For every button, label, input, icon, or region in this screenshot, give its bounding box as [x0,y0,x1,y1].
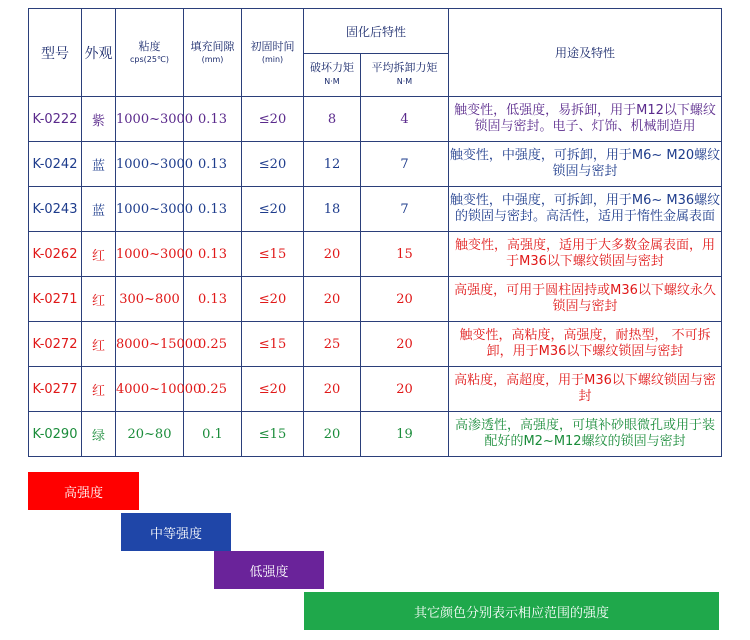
cell-model: K-0271 [29,277,82,322]
cell-model: K-0243 [29,187,82,232]
cell-model: K-0242 [29,142,82,187]
legend-low-strength: 低强度 [214,551,324,589]
cell-viscosity: 1000~3000 [116,97,184,142]
header-prevail-unit: N·M [396,77,413,86]
cell-appearance: 红 [82,322,116,367]
cell-gap: 0.25 [184,322,242,367]
cell-prevail-torque: 4 [361,97,449,142]
cell-usage: 触变性，高粘度，高强度，耐热型， 不可拆卸，用于M36以下螺纹锁固与密封 [449,322,722,367]
cell-appearance: 红 [82,367,116,412]
table-row [29,322,722,367]
cell-prevail-torque: 7 [361,142,449,187]
cell-breakaway-torque: 20 [304,232,361,277]
header-viscosity-label: 粘度 [138,40,161,53]
cell-model: K-0262 [29,232,82,277]
table-row [29,412,722,457]
cell-initial-cure: ≤20 [242,367,304,412]
legend-high-strength: 高强度 [28,472,139,510]
header-cured-properties: 固化后特性 [304,9,449,54]
cell-prevail-torque: 19 [361,412,449,457]
cell-usage: 触变性，中强度，可拆卸，用于M6~ M36螺纹的锁固与密封。高活性，适用于惰性金属表面 [449,187,722,232]
cell-breakaway-torque: 20 [304,367,361,412]
header-breakaway-unit: N·M [324,77,340,86]
cell-gap: 0.13 [184,277,242,322]
header-gap-unit: (mm) [201,55,224,64]
cell-viscosity: 8000~15000 [116,322,184,367]
cell-usage: 触变性，高强度，适用于大多数金属表面，用于M36以下螺纹锁固与密封 [449,232,722,277]
cell-prevail-torque: 20 [361,277,449,322]
cell-breakaway-torque: 12 [304,142,361,187]
cell-initial-cure: ≤15 [242,412,304,457]
cell-initial-cure: ≤20 [242,142,304,187]
cell-initial-cure: ≤20 [242,97,304,142]
cell-gap: 0.13 [184,97,242,142]
table-row [29,142,722,187]
header-viscosity-unit: cps(25℃) [129,55,170,64]
header-viscosity [116,9,184,97]
cell-gap: 0.13 [184,142,242,187]
cell-appearance: 红 [82,277,116,322]
table-row [29,277,722,322]
cell-usage: 触变性，低强度，易拆卸，用于M12以下螺纹锁固与密封。电子、灯饰、机械制造用 [449,97,722,142]
table-row [29,367,722,412]
header-initial-cure [242,9,304,97]
cell-gap: 0.25 [184,367,242,412]
cell-appearance: 紫 [82,97,116,142]
cell-usage: 高强度，可用于圆柱固持或M36以下螺纹永久锁固与密封 [449,277,722,322]
cell-usage: 高粘度，高超度，用于M36以下螺纹锁固与密封 [449,367,722,412]
header-gap [184,9,242,97]
header-appearance: 外观 [82,9,116,97]
cell-viscosity: 4000~10000 [116,367,184,412]
cell-breakaway-torque: 20 [304,412,361,457]
cell-appearance: 红 [82,232,116,277]
cell-initial-cure: ≤20 [242,277,304,322]
table-row [29,187,722,232]
legend-medium-strength: 中等强度 [121,513,231,551]
header-gap-label: 填充间隙 [190,40,235,53]
cell-gap: 0.1 [184,412,242,457]
table-row [29,232,722,277]
cell-appearance: 蓝 [82,142,116,187]
header-breakaway-torque [304,54,361,97]
cell-initial-cure: ≤15 [242,322,304,367]
cell-prevail-torque: 7 [361,187,449,232]
cell-breakaway-torque: 20 [304,277,361,322]
cell-prevail-torque: 20 [361,322,449,367]
header-prevail-torque [361,54,449,97]
cell-initial-cure: ≤20 [242,187,304,232]
cell-viscosity: 1000~3000 [116,142,184,187]
cell-viscosity: 20~80 [116,412,184,457]
cell-gap: 0.13 [184,187,242,232]
cell-breakaway-torque: 8 [304,97,361,142]
header-model: 型号 [29,9,82,97]
table-row [29,97,722,142]
cell-prevail-torque: 15 [361,232,449,277]
header-prevail-label: 平均拆卸力矩 [371,61,438,74]
product-spec-table [28,8,722,457]
cell-model: K-0277 [29,367,82,412]
cell-usage: 触变性，中强度，可拆卸，用于M6~ M20螺纹锁固与密封 [449,142,722,187]
cell-model: K-0272 [29,322,82,367]
cell-model: K-0290 [29,412,82,457]
cell-appearance: 蓝 [82,187,116,232]
header-initial-cure-unit: (min) [261,55,284,64]
cell-breakaway-torque: 25 [304,322,361,367]
cell-viscosity: 300~800 [116,277,184,322]
header-breakaway-label: 破坏力矩 [310,61,354,74]
header-row-top [29,9,722,54]
cell-initial-cure: ≤15 [242,232,304,277]
cell-model: K-0222 [29,97,82,142]
cell-viscosity: 1000~3000 [116,232,184,277]
cell-gap: 0.13 [184,232,242,277]
header-usage: 用途及特性 [449,9,722,97]
cell-usage: 高渗透性，高强度，可填补砂眼微孔或用于装配好的M2~M12螺纹的锁固与密封 [449,412,722,457]
cell-appearance: 绿 [82,412,116,457]
cell-prevail-torque: 20 [361,367,449,412]
header-initial-cure-label: 初固时间 [250,40,295,53]
legend-other-colors: 其它颜色分别表示相应范围的强度 [304,592,719,630]
cell-breakaway-torque: 18 [304,187,361,232]
cell-viscosity: 1000~3000 [116,187,184,232]
